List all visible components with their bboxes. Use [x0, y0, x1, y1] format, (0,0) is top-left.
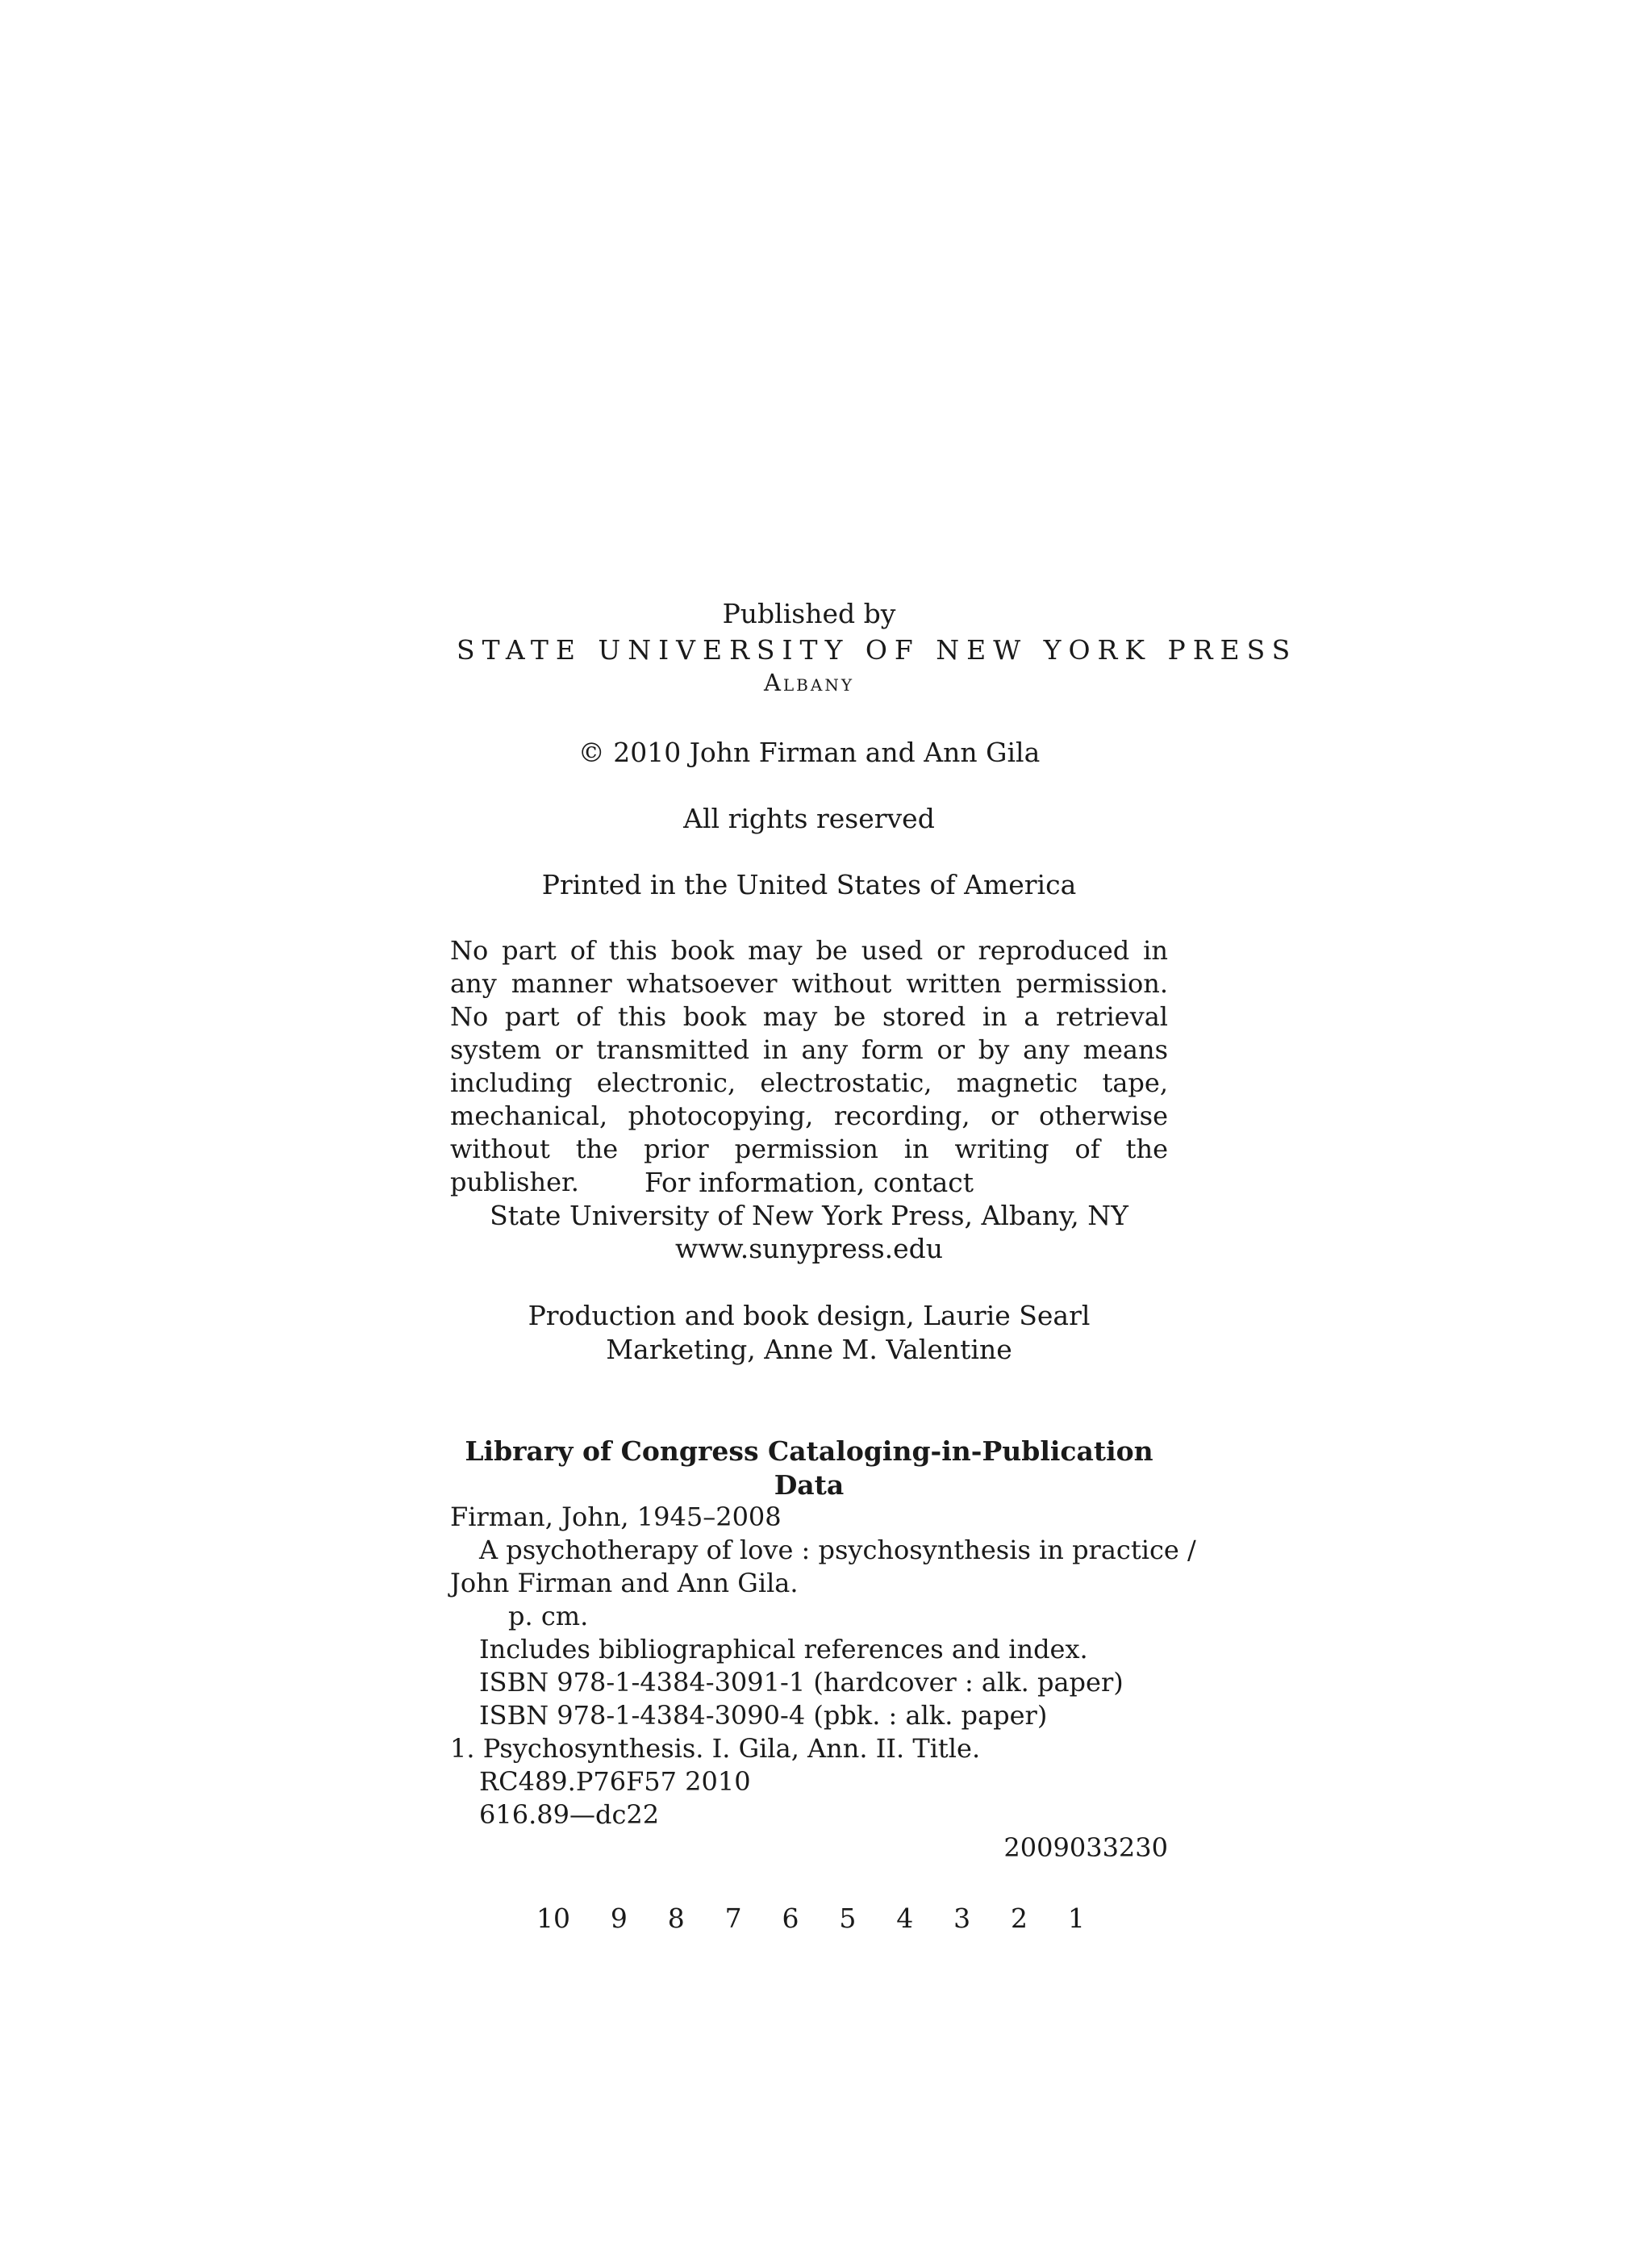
press-name: STATE UNIVERSITY OF NEW YORK PRESS [457, 634, 1298, 666]
printer-key [536, 1902, 1085, 1936]
printer-key-number: 1 [1067, 1903, 1085, 1934]
rights-reserved: All rights reserved [683, 803, 935, 834]
printer-key-number: 3 [953, 1903, 971, 1934]
copyright-line: © 2010 John Firman and Ann Gila [578, 737, 1041, 768]
printer-key-number: 5 [839, 1903, 857, 1934]
cip-lccn: 2009033230 [1003, 1832, 1168, 1863]
printer-key-number: 4 [896, 1903, 914, 1934]
cip-includes: Includes bibliographical references and index. [479, 1634, 1088, 1664]
credits [450, 1299, 1168, 1367]
cip-isbn-paperback: ISBN 978-1-4384-3090-4 (pbk. : alk. paper) [479, 1700, 1048, 1731]
printer-key-number: 9 [610, 1903, 628, 1934]
press-city: Albany [763, 669, 855, 696]
cip-dewey: 616.89—dc22 [479, 1799, 660, 1830]
cip-heading: Library of Congress Cataloging-in-Publication Data [465, 1435, 1153, 1501]
cip-author: Firman, John, 1945–2008 [450, 1502, 782, 1532]
printer-key-number: 6 [782, 1903, 799, 1934]
permission-notice-text: No part of this book may be used or reproduced in any manner whatsoever without written permission. No part of this book may be stored in a retrieval system or transmitted in any form or by any means including electronic, electrostatic, magnetic tape, mechanical, photocopying, recording, or otherwise without the prior permission in writing of the publisher. [450, 935, 1168, 1197]
contact-info [450, 1166, 1168, 1265]
marketing-credit: Marketing, Anne M. Valentine [606, 1334, 1012, 1365]
production-credit: Production and book design, Laurie Searl [528, 1300, 1091, 1331]
contact-press: State University of New York Press, Albany, NY [490, 1200, 1128, 1231]
printer-key-number: 2 [1011, 1903, 1028, 1934]
contact-intro: For information, contact [644, 1167, 974, 1198]
cip-lc-class: RC489.P76F57 2010 [479, 1766, 751, 1797]
cip-subjects: 1. Psychosynthesis. I. Gila, Ann. II. Title. [450, 1733, 981, 1764]
cip-record [450, 1501, 1196, 1865]
printed-in: Printed in the United States of America [541, 869, 1077, 900]
cip-isbn-hardcover: ISBN 978-1-4384-3091-1 (hardcover : alk. paper) [479, 1667, 1124, 1698]
cip-title: A psychotherapy of love : psychosynthesis in practice / [479, 1535, 1196, 1565]
printer-key-number: 10 [536, 1903, 570, 1934]
contact-website: www.sunypress.edu [674, 1233, 944, 1264]
printer-key-number: 8 [667, 1903, 685, 1934]
cip-pcm: p. cm. [508, 1601, 589, 1631]
printer-key-number: 7 [724, 1903, 742, 1934]
permission-notice [450, 934, 1168, 1199]
published-by: Published by [722, 598, 896, 629]
cip-title-authors: John Firman and Ann Gila. [450, 1568, 799, 1598]
